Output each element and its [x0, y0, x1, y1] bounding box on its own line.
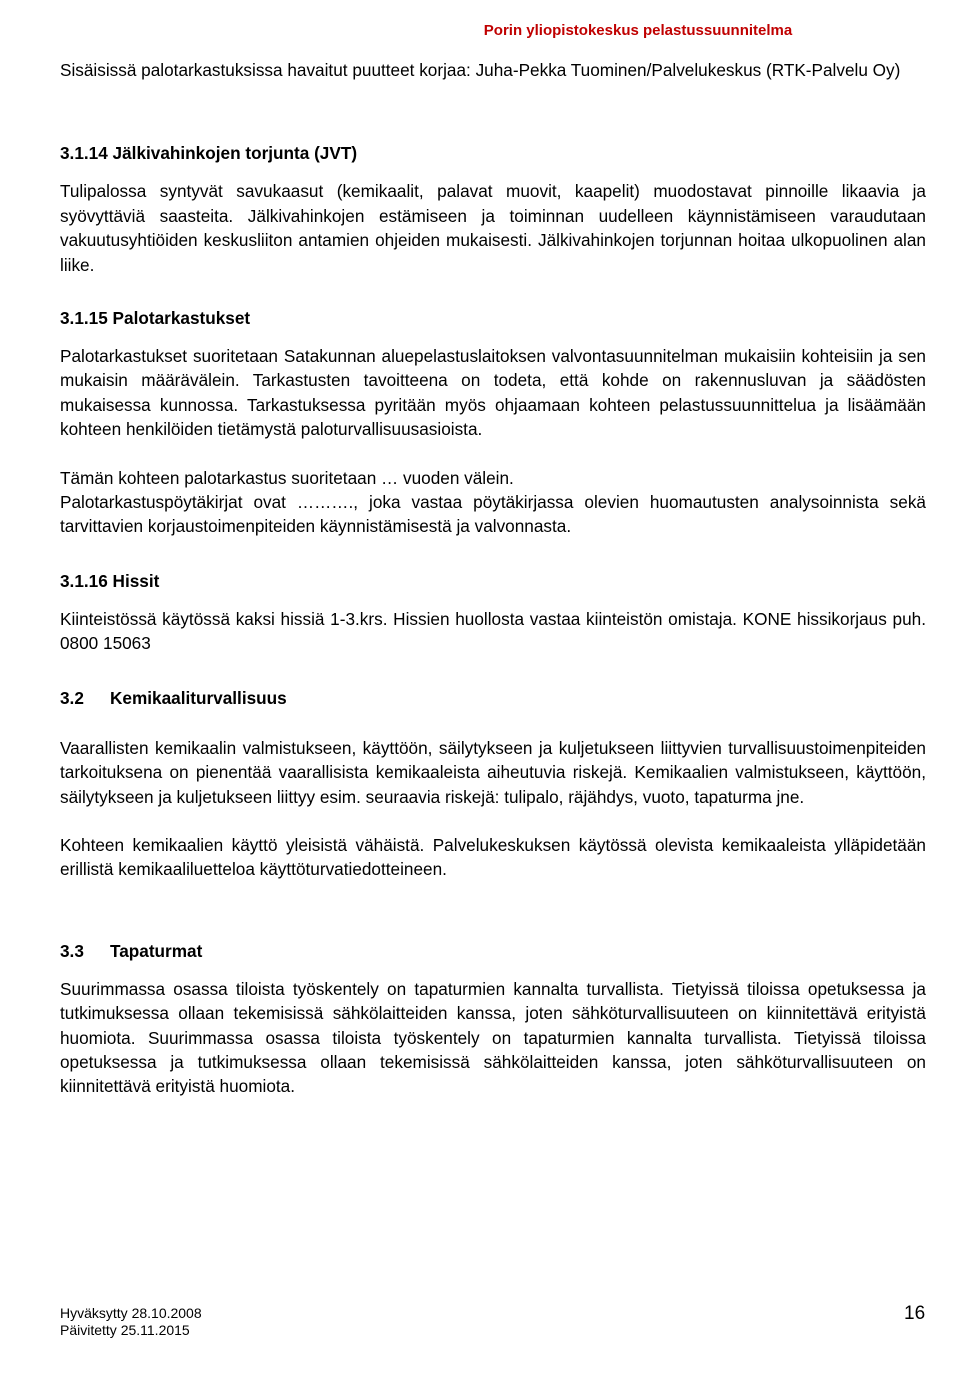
section-3-2-heading [60, 686, 926, 710]
section-3-1-14-body: Tulipalossa syntyvät savukaasut (kemikaalit, palavat muovit, kaapelit) muodostavat pinnoille likaavia ja syövyttäviä saasteita. Jälkivahinkojen estämiseen ja toiminnan uudelleen käynnistämiseen varaudutaan vakuutusyhtiöiden keskusliiton antamien ohjeiden mukaisesti. Jälkivahinkojen torjunnan hoitaa ulkopuolinen alan liike. [60, 181, 926, 275]
section-3-1-14-heading: 3.1.14 Jälkivahinkojen torjunta (JVT) [60, 143, 358, 164]
page-content [60, 58, 926, 1099]
section-3-1-16-heading: 3.1.16 Hissit [60, 570, 160, 591]
section-3-1-15-body: Palotarkastukset suoritetaan Satakunnan aluepelastuslaitoksen valvontasuunnitelman mukaisiin kohteisiin ja sen mukaisin määrävälein. Tarkastusten tavoitteena on todeta, että kohde on rakennusluvan ja säädösten mukaisessa kunnossa. Tarkastuksessa pyritään myös ohjaamaan kohteen pelastussuunnittelua ja lisäämään kohteen henkilöiden tietämystä paloturvallisuusasioista. [60, 346, 926, 440]
inspection-records-line: Palotarkastuspöytäkirjat ovat ………., joka vastaa pöytäkirjassa olevien huomautusten analysoinnista sekä tarvittavien korjaustoimenpiteiden käynnistämisestä ja valvonnasta. [60, 492, 926, 537]
section-3-3-body: Suurimmassa osassa tiloista työskentely on tapaturmien kannalta turvallista. Tietyissä tiloissa opetuksessa ja tutkimuksessa ollaan tekemisissä sähkölaitteiden kanssa, joten sähköturvallisuuteen on kiinnitettävä erityistä huomiota. Suurimmassa osassa tiloista työskentely on tapaturmien kannalta turvallista. Tietyissä tiloissa opetuksessa ja tutkimuksessa ollaan tekemisissä sähkölaitteiden kanssa, joten sähköturvallisuuteen on kiinnitettävä erityistä huomiota. [60, 978, 926, 1097]
inspection-interval-line: Tämän kohteen palotarkastus suoritetaan … vuoden välein. [60, 467, 514, 488]
section-3-1-16-body: Kiinteistössä käytössä kaksi hissiä 1-3.krs. Hissien huollosta vastaa kiinteistön omistaja. KONE hissikorjaus puh. 0800 15063 [60, 608, 926, 654]
page-number: 16 [904, 1303, 926, 1324]
section-3-2-body-2: Kohteen kemikaalien käyttö yleisistä vähäistä. Palvelukeskuksen käytössä olevista kemikaaleista ylläpidetään erillistä kemikaaliluetteloa käyttöturvatiedotteineen. [60, 834, 926, 880]
section-3-2-title: Kemikaaliturvallisuus [110, 687, 287, 708]
section-3-3-title: Tapaturmat [110, 940, 203, 961]
updated-date: Päivitetty 25.11.2015 [60, 1322, 190, 1338]
section-3-2-number: 3.2 [60, 687, 84, 708]
footer-dates [60, 1305, 202, 1339]
section-3-3-number: 3.3 [60, 940, 84, 961]
section-3-2-body-1: Vaarallisten kemikaalin valmistukseen, käyttöön, säilytykseen ja kuljetukseen liittyvien turvallisuustoimenpiteiden tarkoituksena on pienentää vaarallisista kemikaaleista aiheutuvia riskejä. Kemikaalien valmistukseen, käyttöön, säilytykseen ja kuljetukseen liittyy esim. seuraavia riskejä: tulipalo, räjähdys, vuoto, tapaturma jne. [60, 737, 926, 807]
section-3-1-15-heading: 3.1.15 Palotarkastukset [60, 308, 251, 329]
running-header: Porin yliopistokeskus pelastussuunnitelma [483, 22, 793, 39]
section-3-3-heading [60, 939, 926, 963]
intro-paragraph: Sisäisissä palotarkastuksissa havaitut puutteet korjaa: Juha-Pekka Tuominen/Palvelukeskus (RTK-Palvelu Oy) [60, 60, 901, 80]
approved-date: Hyväksytty 28.10.2008 [60, 1305, 202, 1321]
